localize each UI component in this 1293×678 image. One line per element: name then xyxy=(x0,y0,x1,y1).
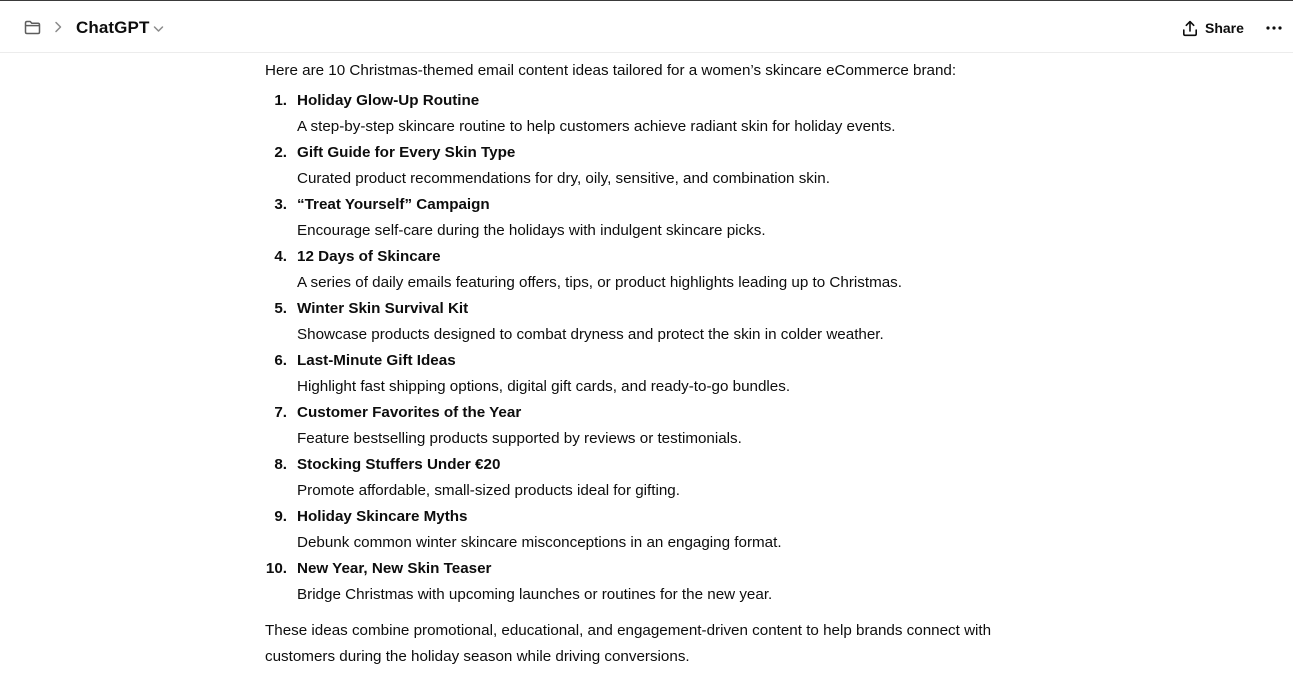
folder-icon[interactable] xyxy=(23,19,41,35)
model-name: ChatGPT xyxy=(76,18,150,37)
list-item-number: 1. xyxy=(274,92,287,109)
list-item-description: Debunk common winter skincare misconceptions in an engaging format. xyxy=(297,534,782,551)
list-item-description: A series of daily emails featuring offers, tips, or product highlights leading up to Christmas. xyxy=(297,274,902,291)
chevron-right-icon xyxy=(52,20,64,34)
list-item-number: 10. xyxy=(265,560,287,577)
list-item xyxy=(265,504,1055,556)
list-item-number: 5. xyxy=(274,300,287,317)
list-item-title: Holiday Skincare Myths xyxy=(297,508,468,525)
share-upload-icon xyxy=(1182,20,1198,37)
list-item xyxy=(265,244,1055,296)
list-item-number: 8. xyxy=(274,456,287,473)
list-item-number: 4. xyxy=(274,248,287,265)
list-item-number: 9. xyxy=(274,508,287,525)
list-item-title: Last-Minute Gift Ideas xyxy=(297,352,456,369)
list-item-description: Encourage self-care during the holidays with indulgent skincare picks. xyxy=(297,222,766,239)
list-item-title: Stocking Stuffers Under €20 xyxy=(297,456,501,473)
list-item-description: Feature bestselling products supported by reviews or testimonials. xyxy=(297,430,742,447)
list-item xyxy=(265,296,1055,348)
list-item-title: Gift Guide for Every Skin Type xyxy=(297,144,516,161)
list-item-number: 6. xyxy=(274,352,287,369)
list-item-title: “Treat Yourself” Campaign xyxy=(297,196,490,213)
message-intro: Here are 10 Christmas-themed email content ideas tailored for a women’s skincare eCommerce brand: xyxy=(265,62,957,79)
list-item xyxy=(265,556,1055,608)
list-item-title: Winter Skin Survival Kit xyxy=(297,300,469,317)
list-item-title: Customer Favorites of the Year xyxy=(297,404,522,421)
list-item-description: Showcase products designed to combat dryness and protect the skin in colder weather. xyxy=(297,326,884,343)
chevron-down-icon xyxy=(153,25,164,33)
list-item-number: 7. xyxy=(274,404,287,421)
message-conclusion: These ideas combine promotional, educational, and engagement-driven content to help brands connect with customers during the holiday season while driving conversions. xyxy=(265,622,992,665)
share-label: Share xyxy=(1205,20,1244,36)
list-item-description: A step-by-step skincare routine to help customers achieve radiant skin for holiday events. xyxy=(297,118,896,135)
share-button[interactable] xyxy=(1176,13,1250,43)
ideas-list xyxy=(265,88,1055,608)
list-item xyxy=(265,140,1055,192)
list-item-number: 2. xyxy=(274,144,287,161)
list-item xyxy=(265,400,1055,452)
ellipsis-icon xyxy=(1266,26,1282,30)
list-item xyxy=(265,88,1055,140)
list-item-description: Promote affordable, small-sized products ideal for gifting. xyxy=(297,482,680,499)
list-item-description: Highlight fast shipping options, digital gift cards, and ready-to-go bundles. xyxy=(297,378,791,395)
list-item-title: 12 Days of Skincare xyxy=(297,248,441,265)
list-item xyxy=(265,452,1055,504)
list-item-description: Bridge Christmas with upcoming launches or routines for the new year. xyxy=(297,586,773,603)
list-item-description: Curated product recommendations for dry, oily, sensitive, and combination skin. xyxy=(297,170,830,187)
more-options-button[interactable] xyxy=(1262,15,1286,41)
top-bar xyxy=(0,1,1293,53)
list-item-title: New Year, New Skin Teaser xyxy=(297,560,492,577)
list-item-number: 3. xyxy=(274,196,287,213)
list-item xyxy=(265,348,1055,400)
list-item-title: Holiday Glow-Up Routine xyxy=(297,92,480,109)
model-switcher[interactable] xyxy=(72,13,168,43)
assistant-message xyxy=(265,58,1055,670)
list-item xyxy=(265,192,1055,244)
